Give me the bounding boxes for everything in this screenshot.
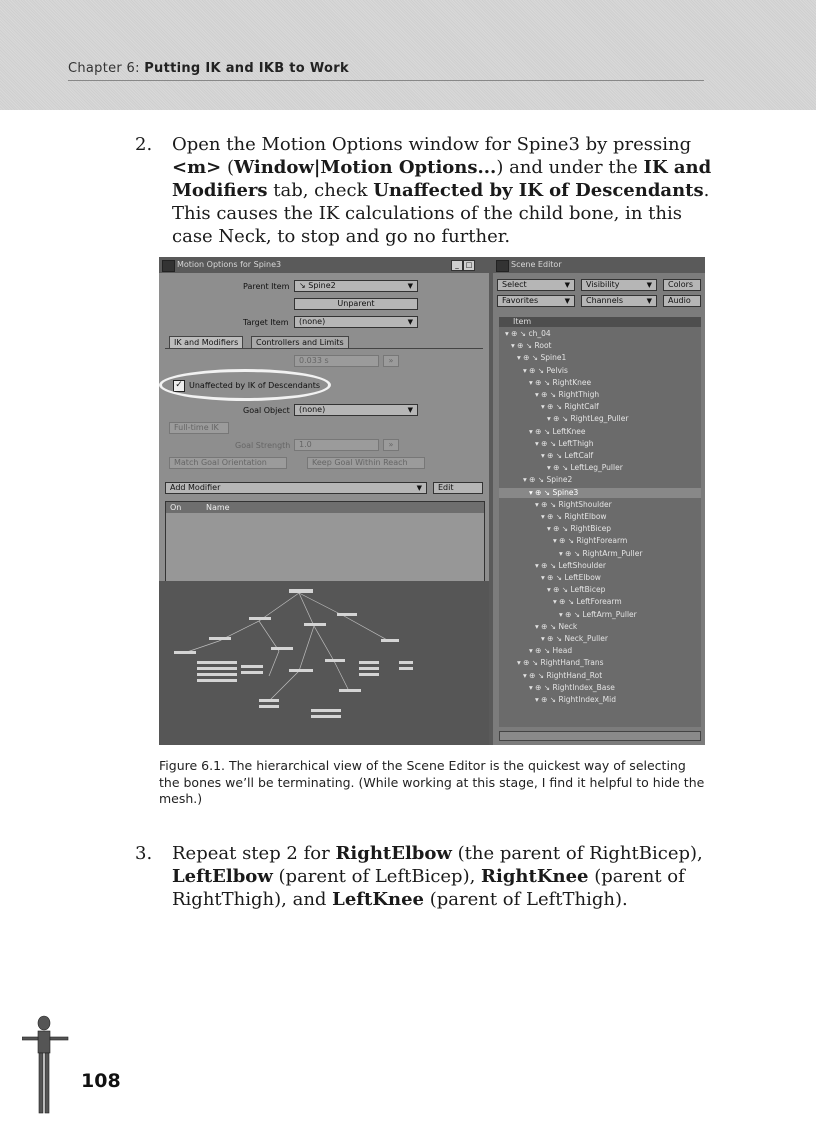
text-run: (parent of RightThigh), and	[172, 866, 685, 910]
tree-row-label: RightIndex_Mid	[558, 695, 616, 704]
tree-row-label: LeftLeg_Puller	[570, 463, 623, 473]
match-goal-orientation-toggle[interactable]: Match Goal Orientation	[169, 457, 287, 469]
time-field[interactable]: 0.033 s	[294, 355, 379, 367]
expand-icon[interactable]: ▾ ⊕ ↘	[553, 597, 577, 607]
highlight-ellipse	[159, 369, 331, 401]
tree-row-label: RightBicep	[570, 524, 611, 534]
expand-icon[interactable]: ▾ ⊕ ↘	[541, 451, 565, 460]
tree-row[interactable]	[499, 378, 701, 389]
unparent-button[interactable]: Unparent	[294, 298, 418, 310]
text-run: (parent of LeftBicep),	[272, 866, 482, 887]
expand-icon[interactable]: ▾ ⊕ ↘	[529, 426, 553, 436]
tree-row[interactable]	[499, 573, 701, 584]
text-run: ) and under the	[496, 157, 644, 178]
tree-row[interactable]	[499, 366, 701, 377]
tree-header: Item	[499, 317, 701, 327]
tree-row-label: LeftCalf	[564, 451, 594, 460]
scene-editor-window	[493, 257, 705, 745]
text-run: (	[221, 157, 234, 178]
tree-row-label: RightThigh	[558, 390, 600, 399]
expand-icon[interactable]: ▾ ⊕ ↘	[517, 353, 541, 363]
app-icon	[496, 260, 509, 272]
expand-icon[interactable]: ▾ ⊕ ↘	[547, 585, 571, 595]
tree-row[interactable]	[499, 488, 701, 499]
tree-row-label: Neck	[558, 621, 578, 631]
motion-options-titlebar	[159, 257, 489, 273]
expand-icon[interactable]: ▾ ⊕ ↘	[559, 609, 583, 619]
text-run: Repeat step 2 for	[172, 843, 336, 864]
tree-row[interactable]	[499, 683, 701, 694]
expand-icon[interactable]: ▾ ⊕ ↘	[529, 377, 553, 387]
expand-icon[interactable]: ▾ ⊕ ↘	[529, 682, 553, 692]
tree-row[interactable]	[499, 439, 701, 450]
tree-row-label: LeftShoulder	[558, 560, 607, 570]
tree-row-label: RightHand_Rot	[546, 670, 603, 680]
step-text	[172, 133, 712, 248]
header-rule	[68, 80, 704, 81]
goal-object-dropdown[interactable]: (none) ▼	[294, 404, 418, 416]
bone-name: LeftKnee	[332, 889, 424, 910]
figure-caption	[159, 758, 707, 808]
expand-icon[interactable]: ▾ ⊕ ↘	[535, 695, 559, 704]
tree-row[interactable]	[499, 500, 701, 511]
bone-name: LeftElbow	[172, 866, 273, 887]
text-run: . This causes the IK calculations of the child bone, in this case Neck, to stop and go no further.	[172, 180, 710, 247]
caption-text: The hierarchical view of the Scene Editor is the quickest way of selecting the bones we’ll be terminating. (While working at this stage, I find it helpful to hide the mesh.)	[159, 758, 705, 806]
tree-row[interactable]	[499, 622, 701, 633]
tree-row-label: ch_04	[528, 329, 551, 338]
modifier-list-header	[166, 502, 484, 513]
tree-row-label: LeftArm_Puller	[582, 609, 637, 619]
text-run: (the parent of RightBicep),	[451, 843, 703, 864]
window-title: Scene Editor	[511, 260, 562, 269]
column-on: On	[170, 503, 182, 512]
menu-path: Window|Motion Options...	[233, 157, 497, 178]
tree-row[interactable]	[499, 597, 701, 608]
caption-label: Figure 6.1.	[159, 758, 225, 773]
expand-icon[interactable]: ▾ ⊕ ↘	[547, 524, 571, 534]
tree-row[interactable]	[499, 671, 701, 682]
tree-row-label: Spine3	[552, 487, 579, 497]
text-run: tab, check	[267, 180, 374, 201]
column-name: Name	[206, 503, 230, 512]
expand-icon[interactable]: ▾ ⊕ ↘	[511, 341, 535, 351]
tab-ik-and-modifiers[interactable]: IK and Modifiers	[169, 336, 243, 349]
key-shortcut: <m>	[172, 157, 222, 178]
bone-hierarchy-graph	[159, 581, 489, 745]
audio-dropdown[interactable]: Audio	[663, 295, 701, 307]
tree-row-label: RightHand_Trans	[540, 658, 604, 668]
text-run: (parent of LeftThigh).	[423, 889, 628, 910]
goal-object-label: Goal Object	[243, 406, 290, 415]
edit-button[interactable]: Edit	[433, 482, 483, 494]
tree-row[interactable]	[499, 475, 701, 486]
tree-row[interactable]	[499, 402, 701, 413]
tree-row-label: RightCalf	[564, 402, 599, 412]
visibility-dropdown[interactable]: Visibility ▼	[581, 279, 657, 291]
tree-row-label: RightElbow	[564, 512, 607, 521]
modifier-list[interactable]	[165, 501, 485, 583]
full-time-ik-toggle[interactable]: Full-time IK	[169, 422, 229, 434]
keep-goal-within-reach-toggle[interactable]: Keep Goal Within Reach	[307, 457, 425, 469]
expand-icon[interactable]: ▾ ⊕ ↘	[559, 548, 583, 558]
horizontal-scrollbar[interactable]	[499, 731, 701, 741]
tree-row-label: LeftBicep	[570, 585, 606, 595]
tree-row[interactable]	[499, 414, 701, 425]
tree-row-label: RightKnee	[552, 377, 592, 387]
tree-row-label: RightIndex_Base	[552, 682, 615, 692]
tree-row[interactable]	[499, 427, 701, 438]
bone-name: RightElbow	[335, 843, 452, 864]
parent-item-label: Parent Item	[243, 282, 290, 291]
parent-item-dropdown[interactable]: ↘ Spine2 ▼	[294, 280, 418, 292]
tree-row-label: RightArm_Puller	[582, 548, 643, 558]
scene-editor-titlebar	[493, 257, 705, 273]
tree-row-label: Head	[552, 646, 573, 656]
expand-icon[interactable]: ▾ ⊕ ↘	[541, 402, 565, 412]
tree-row-label: Spine1	[540, 353, 567, 363]
favorites-dropdown[interactable]: Favorites ▼	[497, 295, 575, 307]
tree-row[interactable]	[499, 451, 701, 462]
chapter-title: Putting IK and IKB to Work	[144, 61, 349, 76]
expand-icon[interactable]: ▾ ⊕ ↘	[547, 463, 571, 473]
page-number: 108	[81, 1070, 121, 1092]
app-icon	[162, 260, 175, 272]
time-arrow-button[interactable]: »	[383, 355, 399, 367]
expand-icon[interactable]: ▾ ⊕ ↘	[535, 390, 559, 399]
figure-screenshot	[159, 257, 705, 745]
expand-icon[interactable]: ▾ ⊕ ↘	[547, 414, 571, 424]
tree-row-label: LeftElbow	[564, 573, 601, 582]
bone-name: RightKnee	[481, 866, 589, 887]
option-name: Unaffected by IK of Descendants	[373, 180, 704, 201]
tree-row[interactable]	[499, 341, 701, 352]
tab-controllers-and-limits[interactable]: Controllers and Limits	[251, 336, 349, 349]
tree-row[interactable]	[499, 512, 701, 523]
tree-row[interactable]	[499, 463, 701, 474]
tree-row[interactable]	[499, 390, 701, 401]
tree-row-label: RightShoulder	[558, 499, 612, 509]
add-modifier-dropdown[interactable]: Add Modifier ▼	[165, 482, 427, 494]
header-band	[0, 0, 816, 110]
expand-icon[interactable]: ▾ ⊕ ↘	[523, 670, 547, 680]
tree-row[interactable]	[499, 561, 701, 572]
expand-icon[interactable]: ▾ ⊕ ↘	[535, 438, 559, 448]
step-text	[172, 842, 712, 911]
tree-row-label: RightForearm	[576, 536, 628, 546]
expand-icon[interactable]: ▾ ⊕ ↘	[541, 573, 565, 582]
expand-icon[interactable]: ▾ ⊕ ↘	[541, 512, 565, 521]
target-item-label: Target Item	[243, 318, 289, 327]
expand-icon[interactable]: ▾ ⊕ ↘	[523, 475, 547, 485]
tree-row[interactable]	[499, 524, 701, 535]
tree-row[interactable]	[499, 695, 701, 706]
expand-icon[interactable]: ▾ ⊕ ↘	[529, 646, 553, 656]
tree-row-label: RightLeg_Puller	[570, 414, 629, 424]
expand-icon[interactable]: ▾ ⊕ ↘	[529, 487, 553, 497]
tree-row[interactable]	[499, 610, 701, 621]
mascot-figure-icon	[22, 1013, 102, 1119]
step-number: 2.	[135, 134, 153, 155]
motion-options-window	[159, 257, 489, 581]
expand-icon[interactable]: ▾ ⊕ ↘	[541, 634, 565, 643]
chapter-heading	[68, 61, 349, 76]
tree-row-label: Spine2	[546, 475, 573, 485]
select-dropdown[interactable]: Select ▼	[497, 279, 575, 291]
expand-icon[interactable]: ▾ ⊕ ↘	[535, 499, 559, 509]
channels-dropdown[interactable]: Channels ▼	[581, 295, 657, 307]
tree-row-label: Root	[534, 341, 552, 351]
schematic-viewport[interactable]	[159, 581, 489, 745]
tree-row[interactable]	[499, 585, 701, 596]
tab-divider	[165, 348, 483, 349]
goal-strength-field[interactable]: 1.0	[294, 439, 379, 451]
goal-strength-label: Goal Strength	[235, 441, 291, 450]
tree-row[interactable]	[499, 634, 701, 645]
expand-icon[interactable]: ▾ ⊕ ↘	[553, 536, 577, 546]
goal-strength-arrow[interactable]: »	[383, 439, 399, 451]
scene-tree[interactable]	[499, 317, 701, 727]
unaffected-checkbox[interactable]: ✓	[173, 380, 185, 392]
tree-row[interactable]	[499, 536, 701, 547]
tree-row-label: Pelvis	[546, 365, 568, 375]
tab-name: IK and Modifiers	[172, 157, 712, 201]
step-number: 3.	[135, 843, 153, 864]
tree-row-label: LeftKnee	[552, 426, 586, 436]
expand-icon[interactable]: ▾ ⊕ ↘	[535, 560, 559, 570]
unaffected-label: Unaffected by IK of Descendants	[189, 381, 321, 390]
target-item-dropdown[interactable]: (none) ▼	[294, 316, 418, 328]
tree-row[interactable]	[499, 549, 701, 560]
maximize-button[interactable]: □	[463, 260, 475, 271]
tree-row[interactable]	[499, 353, 701, 364]
window-title: Motion Options for Spine3	[177, 260, 282, 269]
tree-row-label: Neck_Puller	[564, 634, 608, 643]
expand-icon[interactable]: ▾ ⊕ ↘	[517, 658, 541, 668]
tree-row-label: LeftThigh	[558, 438, 594, 448]
tree-row[interactable]	[499, 646, 701, 657]
colors-dropdown[interactable]: Colors	[663, 279, 701, 291]
tree-row[interactable]	[499, 329, 701, 340]
tree-row-label: LeftForearm	[576, 597, 622, 607]
tree-row[interactable]	[499, 658, 701, 669]
expand-icon[interactable]: ▾ ⊕ ↘	[523, 365, 547, 375]
minimize-button[interactable]: _	[451, 260, 463, 271]
expand-icon[interactable]: ▾ ⊕ ↘	[535, 621, 559, 631]
text-run: Open the Motion Options window for Spine3 by pressing	[172, 134, 692, 155]
chapter-prefix: Chapter 6:	[68, 61, 140, 76]
expand-icon[interactable]: ▾ ⊕ ↘	[505, 329, 529, 338]
